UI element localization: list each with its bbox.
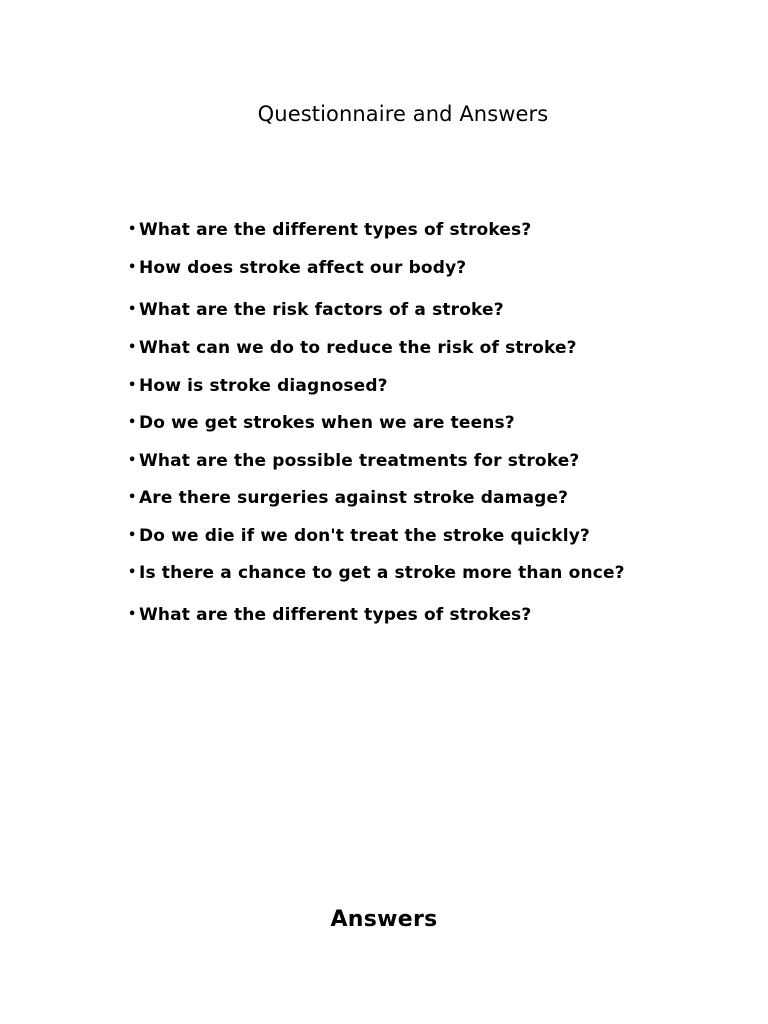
question-text: What can we do to reduce the risk of stroke? xyxy=(139,338,577,358)
question-text: What are the different types of strokes? xyxy=(139,220,532,240)
question-item xyxy=(128,374,388,398)
bullet-icon: • xyxy=(128,565,137,580)
bullet-icon: • xyxy=(128,415,137,430)
bullet-icon: • xyxy=(128,453,137,468)
question-text: What are the risk factors of a stroke? xyxy=(139,300,504,320)
question-item xyxy=(128,298,504,322)
bullet-icon: • xyxy=(128,378,137,393)
bullet-icon: • xyxy=(128,302,137,317)
bullet-icon: • xyxy=(128,340,137,355)
question-text: What are the different types of strokes? xyxy=(139,605,532,625)
question-text: How does stroke affect our body? xyxy=(139,258,467,278)
question-list xyxy=(128,0,728,640)
bullet-icon: • xyxy=(128,490,137,505)
bullet-icon: • xyxy=(128,222,137,237)
question-item xyxy=(128,218,531,242)
question-text: What are the possible treatments for stroke? xyxy=(139,451,580,471)
answers-heading: Answers xyxy=(330,907,438,933)
question-item xyxy=(128,486,568,510)
question-item xyxy=(128,256,466,280)
document-title: Questionnaire and Answers xyxy=(257,102,549,127)
question-item xyxy=(128,449,579,473)
bullet-icon: • xyxy=(128,528,137,543)
question-item xyxy=(128,603,531,627)
question-text: Do we die if we don't treat the stroke quickly? xyxy=(139,526,590,546)
question-item xyxy=(128,561,625,585)
question-text: Are there surgeries against stroke damage? xyxy=(139,488,569,508)
bullet-icon: • xyxy=(128,607,137,622)
question-item xyxy=(128,411,515,435)
question-item xyxy=(128,524,590,548)
question-item xyxy=(128,336,577,360)
question-text: How is stroke diagnosed? xyxy=(139,376,388,396)
question-text: Is there a chance to get a stroke more than once? xyxy=(139,563,625,583)
bullet-icon: • xyxy=(128,260,137,275)
question-text: Do we get strokes when we are teens? xyxy=(139,413,515,433)
